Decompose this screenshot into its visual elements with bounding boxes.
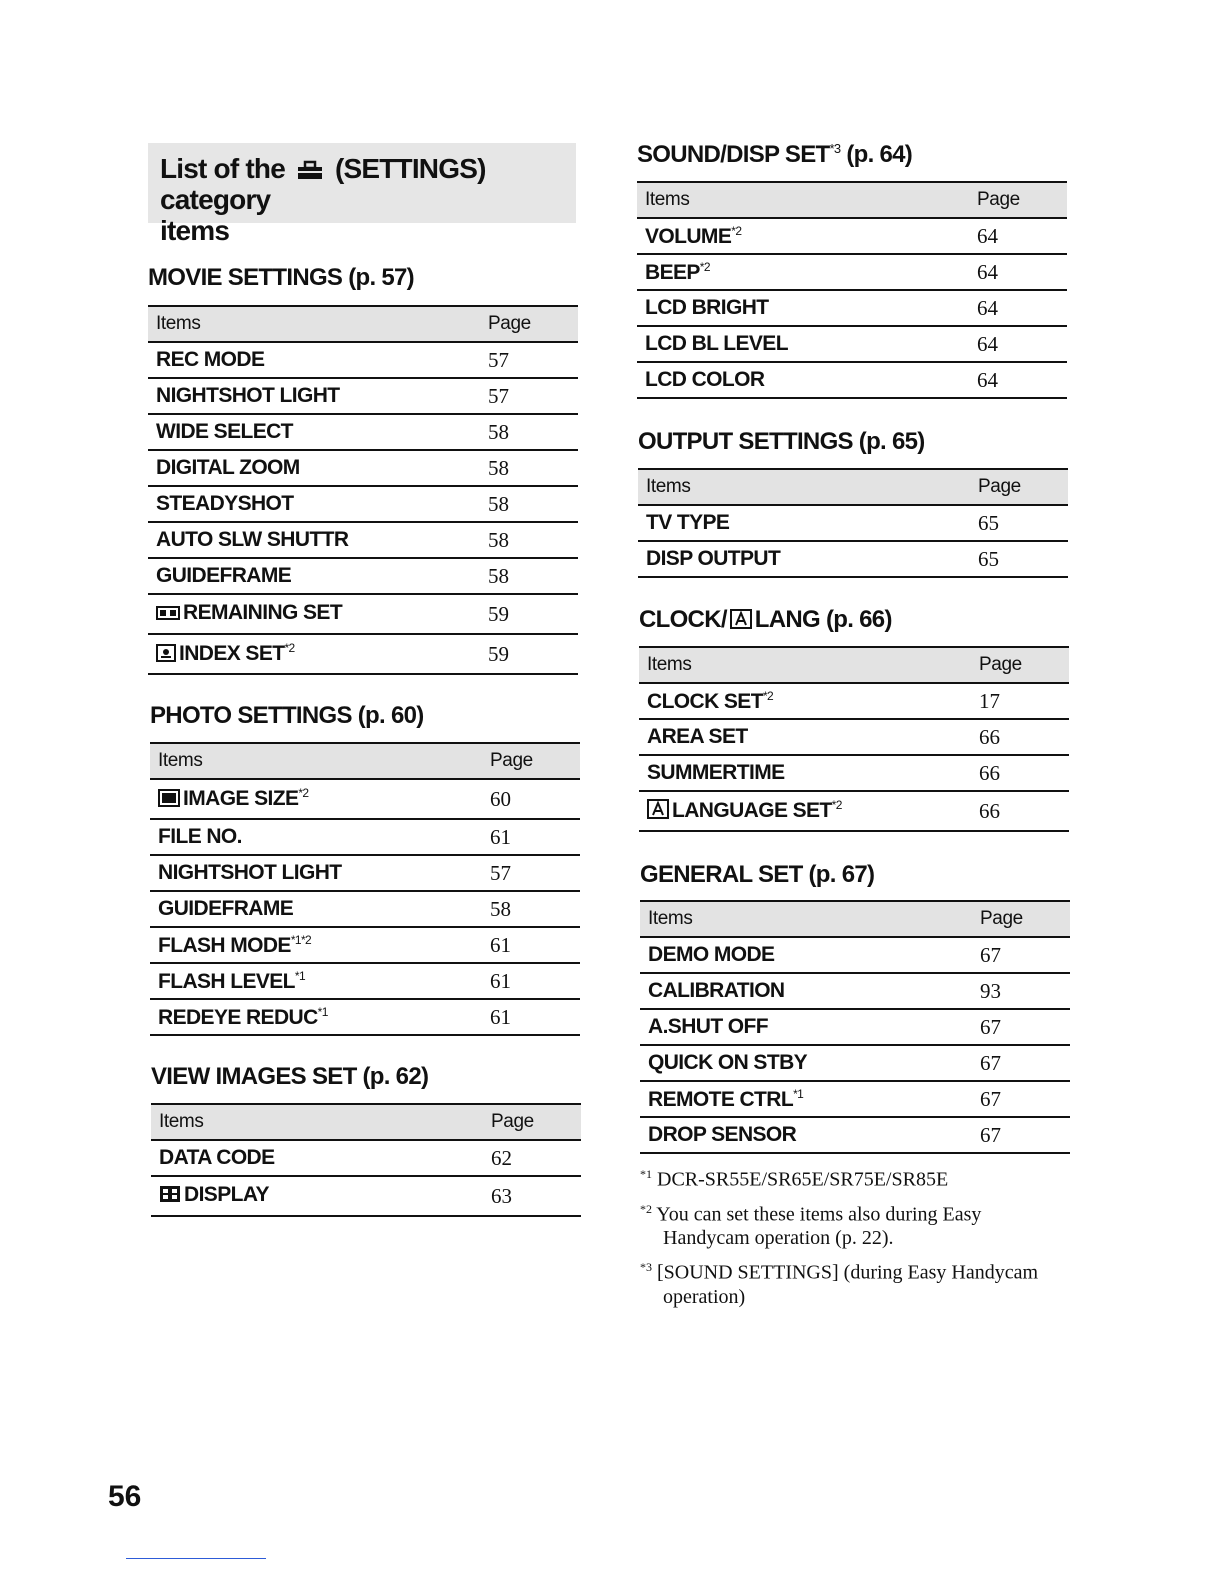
table-row <box>640 937 1070 973</box>
item-label: CALIBRATION <box>648 979 785 1002</box>
item-label: IMAGE SIZE <box>183 786 299 810</box>
footnote-mark: *1 <box>640 1167 652 1181</box>
title-line2: items <box>160 215 230 246</box>
general-set-title: GENERAL SET (p. 67) <box>640 861 875 888</box>
table-row <box>151 1140 581 1176</box>
table-row <box>150 999 580 1035</box>
item-page: 64 <box>977 326 1067 362</box>
footnote-ref: *1*2 <box>290 932 312 947</box>
item-page: 67 <box>980 1117 1070 1153</box>
header-page: Page <box>980 901 1070 937</box>
item-page: 58 <box>488 558 578 594</box>
image-size-icon <box>158 789 180 813</box>
item-name <box>150 963 490 999</box>
item-label: DATA CODE <box>159 1146 275 1169</box>
table-row <box>150 855 580 891</box>
item-page: 65 <box>978 541 1068 577</box>
item-name <box>148 634 488 674</box>
item-page: 17 <box>979 683 1069 719</box>
item-label: WIDE SELECT <box>156 420 293 443</box>
header-items: Items <box>148 306 488 342</box>
movie-settings-table <box>148 305 578 675</box>
item-page: 59 <box>488 594 578 634</box>
table-header-row <box>148 306 578 342</box>
title-suffix: (SETTINGS) category <box>160 153 486 215</box>
table-row <box>148 486 578 522</box>
item-label: REDEYE REDUC <box>158 1005 318 1029</box>
footnote-ref: *1 <box>294 968 306 983</box>
item-label: GUIDEFRAME <box>158 897 294 920</box>
general-set-table <box>640 900 1070 1154</box>
item-page: 61 <box>490 927 580 963</box>
item-name <box>639 719 979 755</box>
item-label: LCD BL LEVEL <box>645 332 788 355</box>
item-label: AUTO SLW SHUTTR <box>156 528 349 551</box>
item-name <box>148 594 488 634</box>
table-row <box>638 505 1068 541</box>
footnote-ref: *2 <box>731 223 742 238</box>
item-page: 64 <box>977 362 1067 398</box>
item-name <box>150 999 490 1035</box>
sound-disp-table <box>637 181 1067 399</box>
table-row <box>148 634 578 674</box>
table-row <box>150 779 580 819</box>
item-name <box>148 414 488 450</box>
item-name <box>150 891 490 927</box>
clock-title-pre: CLOCK/ <box>639 606 727 633</box>
item-page: 61 <box>490 819 580 855</box>
settings-toolbox-icon <box>295 160 325 180</box>
footnote-2-cont: Handycam operation (p. 22). <box>663 1227 894 1250</box>
item-page: 67 <box>980 1081 1070 1117</box>
item-label: FILE NO. <box>158 825 242 848</box>
item-label: REMAINING SET <box>183 601 343 624</box>
item-page: 60 <box>490 779 580 819</box>
item-label: FLASH LEVEL <box>158 969 295 993</box>
view-images-title: VIEW IMAGES SET (p. 62) <box>151 1063 429 1090</box>
table-row <box>640 973 1070 1009</box>
item-name <box>638 541 978 577</box>
table-header-row <box>150 743 580 779</box>
item-page: 57 <box>488 342 578 378</box>
item-page: 67 <box>980 1009 1070 1045</box>
item-name <box>148 486 488 522</box>
item-label: DISPLAY <box>184 1183 269 1206</box>
item-page: 58 <box>488 486 578 522</box>
item-name <box>640 1009 980 1045</box>
table-row <box>637 254 1067 290</box>
item-label: DIGITAL ZOOM <box>156 456 300 479</box>
item-page: 66 <box>979 791 1069 831</box>
footnote-ref: *1 <box>793 1086 804 1101</box>
clock-lang-table <box>639 646 1069 832</box>
item-name <box>148 558 488 594</box>
item-name <box>638 505 978 541</box>
item-name <box>150 779 490 819</box>
item-name <box>639 791 979 831</box>
item-page: 59 <box>488 634 578 674</box>
page-number: 56 <box>108 1480 142 1513</box>
header-items: Items <box>640 901 980 937</box>
item-page: 65 <box>978 505 1068 541</box>
table-row <box>148 342 578 378</box>
item-label: FLASH MODE <box>158 933 291 957</box>
item-label: DEMO MODE <box>648 943 775 966</box>
item-name <box>148 378 488 414</box>
table-row <box>640 1081 1070 1117</box>
item-name <box>148 450 488 486</box>
header-items: Items <box>151 1104 491 1140</box>
item-label: QUICK ON STBY <box>648 1051 808 1074</box>
item-name <box>151 1176 491 1216</box>
footnote-ref: *2 <box>831 797 842 812</box>
movie-settings-title: MOVIE SETTINGS (p. 57) <box>148 264 414 291</box>
item-label: CLOCK SET <box>647 689 763 713</box>
footnote-ref: *2 <box>284 640 295 655</box>
clock-lang-title <box>639 606 892 634</box>
footnote-text: DCR-SR55E/SR65E/SR75E/SR85E <box>657 1168 949 1191</box>
item-label: BEEP <box>645 260 700 284</box>
header-page: Page <box>978 469 1068 505</box>
table-header-row <box>637 182 1067 218</box>
item-label: VOLUME <box>645 224 732 248</box>
item-page: 58 <box>488 450 578 486</box>
item-label: LANGUAGE SET <box>672 798 832 822</box>
item-page: 93 <box>980 973 1070 1009</box>
item-page: 57 <box>490 855 580 891</box>
footnote-mark: *2 <box>640 1201 652 1216</box>
display-icon <box>159 1185 181 1209</box>
item-label: NIGHTSHOT LIGHT <box>156 384 340 407</box>
table-header-row <box>639 647 1069 683</box>
item-page: 57 <box>488 378 578 414</box>
item-name <box>640 1045 980 1081</box>
item-name <box>637 290 977 326</box>
footnote-3-cont: operation) <box>663 1285 746 1308</box>
table-row <box>148 414 578 450</box>
footnotes <box>640 1162 1100 1309</box>
sound-title-suffix: (p. 64) <box>840 141 913 168</box>
item-page: 61 <box>490 963 580 999</box>
photo-settings-title: PHOTO SETTINGS (p. 60) <box>150 702 424 729</box>
item-label: LCD COLOR <box>645 368 765 391</box>
item-page: 67 <box>980 1045 1070 1081</box>
table-row <box>150 963 580 999</box>
table-row <box>640 1117 1070 1153</box>
language-a-icon <box>730 609 752 629</box>
page-title <box>160 153 564 215</box>
item-page: 58 <box>488 522 578 558</box>
item-name <box>640 1081 980 1117</box>
table-row <box>639 755 1069 791</box>
item-label: GUIDEFRAME <box>156 564 292 587</box>
table-row <box>637 290 1067 326</box>
item-label: INDEX SET <box>179 641 285 665</box>
header-page: Page <box>491 1104 581 1140</box>
item-name <box>150 927 490 963</box>
table-row <box>639 683 1069 719</box>
item-label: DISP OUTPUT <box>646 547 781 570</box>
table-header-row <box>638 469 1068 505</box>
item-page: 62 <box>491 1140 581 1176</box>
item-name <box>150 819 490 855</box>
header-page: Page <box>979 647 1069 683</box>
table-row <box>640 1045 1070 1081</box>
table-header-row <box>151 1104 581 1140</box>
header-page: Page <box>490 743 580 779</box>
item-name <box>640 937 980 973</box>
item-page: 67 <box>980 937 1070 973</box>
table-row <box>639 719 1069 755</box>
table-header-row <box>640 901 1070 937</box>
table-row <box>638 541 1068 577</box>
footnote-ref: *2 <box>298 785 309 800</box>
item-name <box>151 1140 491 1176</box>
item-name <box>637 218 977 254</box>
table-row <box>151 1176 581 1216</box>
footnote-text: [SOUND SETTINGS] (during Easy Handycam <box>657 1261 1039 1284</box>
header-items: Items <box>637 182 977 218</box>
table-row <box>150 891 580 927</box>
item-label: STEADYSHOT <box>156 492 294 515</box>
photo-settings-table <box>150 742 580 1036</box>
item-page: 61 <box>490 999 580 1035</box>
footnote-1 <box>640 1162 1100 1192</box>
item-page: 58 <box>488 414 578 450</box>
item-name <box>639 683 979 719</box>
header-page: Page <box>488 306 578 342</box>
item-name <box>150 855 490 891</box>
item-name <box>637 326 977 362</box>
footnote-2 <box>640 1197 1100 1227</box>
table-row <box>640 1009 1070 1045</box>
item-name <box>148 522 488 558</box>
item-page: 64 <box>977 254 1067 290</box>
item-page: 66 <box>979 719 1069 755</box>
output-settings-title: OUTPUT SETTINGS (p. 65) <box>638 428 925 455</box>
table-row <box>148 594 578 634</box>
item-page: 64 <box>977 290 1067 326</box>
table-row <box>637 362 1067 398</box>
sound-title-text: SOUND/DISP SET <box>637 141 830 168</box>
item-name <box>637 254 977 290</box>
film-remaining-icon <box>156 603 180 627</box>
view-images-table <box>151 1103 581 1217</box>
table-row <box>637 218 1067 254</box>
item-page: 58 <box>490 891 580 927</box>
table-row <box>150 927 580 963</box>
header-page: Page <box>977 182 1067 218</box>
header-items: Items <box>639 647 979 683</box>
bottom-rule <box>126 1558 266 1559</box>
table-row <box>148 558 578 594</box>
footnote-mark: *3 <box>640 1260 652 1275</box>
sound-title-sup: *3 <box>829 141 841 156</box>
sound-disp-title <box>637 141 912 169</box>
title-box <box>148 143 576 246</box>
index-icon <box>156 644 176 668</box>
item-name <box>637 362 977 398</box>
item-label: DROP SENSOR <box>648 1123 797 1146</box>
clock-title-post: LANG (p. 66) <box>754 606 892 633</box>
item-name <box>640 1117 980 1153</box>
item-name <box>639 755 979 791</box>
item-name <box>640 973 980 1009</box>
table-row <box>637 326 1067 362</box>
item-label: AREA SET <box>647 725 748 748</box>
table-row <box>148 450 578 486</box>
item-page: 64 <box>977 218 1067 254</box>
item-label: SUMMERTIME <box>647 761 785 784</box>
item-label: REC MODE <box>156 348 265 371</box>
table-row <box>148 378 578 414</box>
item-name <box>148 342 488 378</box>
item-label: LCD BRIGHT <box>645 296 769 319</box>
table-row <box>148 522 578 558</box>
table-row <box>639 791 1069 831</box>
item-label: NIGHTSHOT LIGHT <box>158 861 342 884</box>
table-row <box>150 819 580 855</box>
item-label: REMOTE CTRL <box>648 1087 794 1111</box>
header-items: Items <box>150 743 490 779</box>
item-page: 66 <box>979 755 1069 791</box>
title-prefix: List of the <box>160 153 285 184</box>
footnote-ref: *1 <box>317 1004 328 1019</box>
header-items: Items <box>638 469 978 505</box>
footnote-text: You can set these items also during Easy <box>656 1203 982 1226</box>
item-page: 63 <box>491 1176 581 1216</box>
item-label: TV TYPE <box>646 511 730 534</box>
footnote-ref: *2 <box>762 688 774 703</box>
item-label: A.SHUT OFF <box>648 1015 768 1038</box>
footnote-3 <box>640 1255 1100 1285</box>
footnote-ref: *2 <box>699 259 710 274</box>
language-icon <box>647 799 669 825</box>
output-settings-table <box>638 468 1068 578</box>
